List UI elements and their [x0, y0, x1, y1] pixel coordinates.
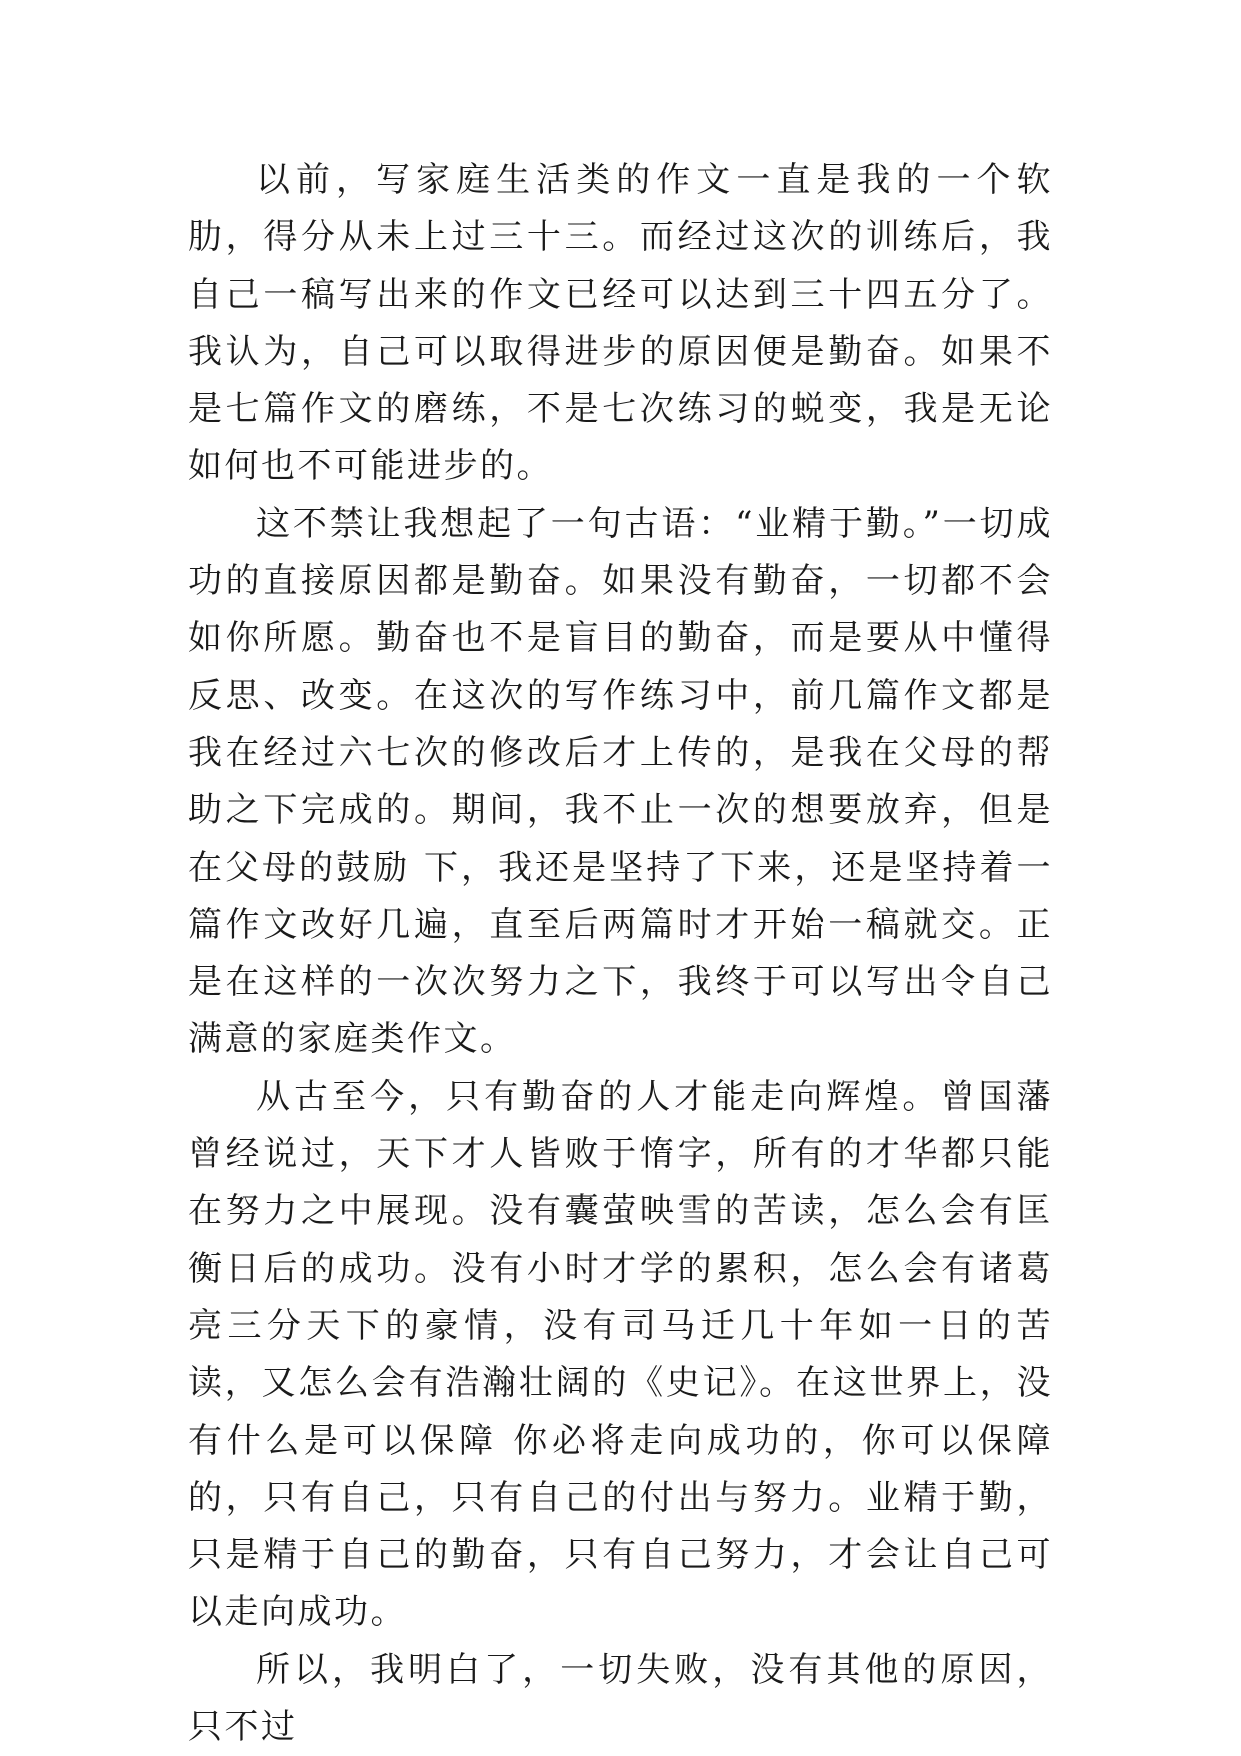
essay-body	[188, 152, 1053, 1756]
paragraph-1: 以前，写家庭生活类的作文一直是我的一个软肋，得分从未上过三十三。而经过这次的训练后，我自己一稿写出来的作文已经可以达到三十四五分了。我认为，自己可以取得进步的原因便是勤奋。如果不是七篇作文的磨练，不是七次练习的蜕变，我是无论如何也不可能进步的。	[188, 160, 1053, 487]
paragraph-3: 从古至今，只有勤奋的人才能走向辉煌。曾国藩曾经说过，天下才人皆败于惰字，所有的才华都只能在努力之中展现。没有囊萤映雪的苦读，怎么会有匡衡日后的成功。没有小时才学的累积，怎么会有诸葛亮三分天下的豪情，没有司马迁几十年如一日的苦读，又怎么会有浩瀚壮阔的《史记》。在这世界上，没有什么是可以保障 你必将走向成功的，你可以保障的，只有自己，只有自己的付出与努力。业精于勤，只是精于自己的勤奋，只有自己努力，才会让自己可以走向成功。	[188, 1076, 1053, 1633]
paragraph-2: 这不禁让我想起了一句古语：“业精于勤。”一切成功的直接原因都是勤奋。如果没有勤奋，一切都不会如你所愿。勤奋也不是盲目的勤奋，而是要从中懂得反思、改变。在这次的写作练习中，前几篇作文都是我在经过六七次的修改后才上传的，是我在父母的帮助之下完成的。期间，我不止一次的想要放弃，但是在父母的鼓励 下，我还是坚持了下来，还是坚持着一篇作文改好几遍，直至后两篇时才开始一稿就交。正是在这样的一次次努力之下，我终于可以写出令自己满意的家庭类作文。	[188, 503, 1053, 1060]
paragraph-4: 所以，我明白了，一切失败，没有其他的原因，只不过	[188, 1649, 1053, 1748]
